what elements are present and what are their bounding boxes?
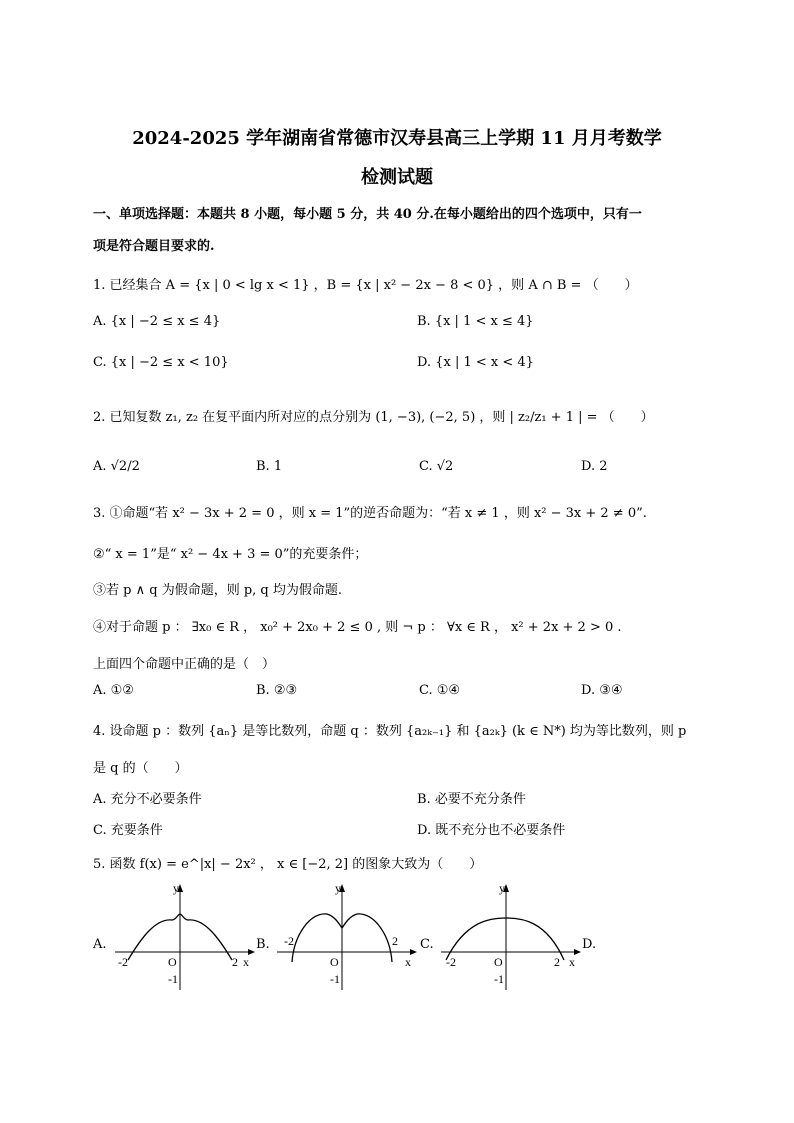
q3-option-c: C. ①④ [419, 683, 461, 698]
q2-option-d: D. 2 [581, 459, 608, 474]
q4-option-a: A. 充分不必要条件 [93, 792, 202, 807]
q2-option-a: A. √2/2 [93, 459, 140, 474]
q5-graph-c [436, 880, 584, 1000]
q1-option-b: B. {x | 1 < x ≤ 4} [417, 314, 534, 329]
q5-stem: 5. 函数 f(x) = e^|x| − 2x² ， x ∈ [−2, 2] 的图象大致为（ ） [93, 857, 483, 872]
q3-statement-2: ②“ x = 1”是“ x² − 4x + 3 = 0”的充要条件； [93, 547, 368, 562]
q4-option-c: C. 充要条件 [93, 823, 163, 838]
q3-option-a: A. ①② [93, 683, 134, 698]
axis-y-label: y [499, 881, 505, 895]
q4-option-d: D. 既不充分也不必要条件 [417, 823, 566, 838]
section-heading-line-2: 项是符合题目要求的. [93, 239, 215, 254]
q2-option-c: C. √2 [419, 459, 454, 474]
axis-origin: O [168, 955, 177, 969]
axis-x-label: x [569, 955, 575, 969]
tick-neg-2: -2 [118, 955, 128, 969]
q3-statement-1: 3. ①命题“若 x² − 3x + 2 = 0 ，则 x = 1”的逆否命题为：“若 x ≠ 1 ，则 x² − 3x + 2 ≠ 0”. [93, 506, 647, 521]
title-line-2: 检测试题 [361, 167, 433, 188]
axis-origin: O [330, 955, 339, 969]
section-heading-line-1: 一、单项选择题：本题共 8 小题，每小题 5 分，共 40 分.在每小题给出的四个选项中，只有一 [93, 207, 642, 222]
q1-stem: 1. 已经集合 A = {x | 0 < lg x < 1} ，B = {x | x² − 2x − 8 < 0} ，则 A ∩ B = （ ） [93, 278, 638, 293]
q1-option-d: D. {x | 1 < x < 4} [417, 355, 534, 370]
tick-pos-2: 2 [392, 934, 398, 948]
tick-neg-2: -2 [284, 934, 294, 948]
tick-neg-1: -1 [330, 972, 340, 986]
q3-option-b: B. ②③ [256, 683, 298, 698]
q2-stem: 2. 已知复数 z₁, z₂ 在复平面内所对应的点分别为 (1, −3), (−2, 5) ，则 | z₂/z₁ + 1 | = （ ） [93, 410, 654, 425]
tick-neg-2: -2 [446, 955, 456, 969]
q5-graph-a [110, 880, 258, 1000]
q1-option-a: A. {x | −2 ≤ x ≤ 4} [93, 314, 221, 329]
q2-option-b: B. 1 [256, 459, 283, 474]
axis-origin: O [494, 955, 503, 969]
q3-statement-3: ③若 p ∧ q 为假命题，则 p, q 均为假命题. [93, 583, 342, 598]
q3-question: 上面四个命题中正确的是（ ） [93, 657, 276, 672]
q5-graph-b [272, 880, 420, 1000]
tick-neg-1: -1 [494, 972, 504, 986]
q3-statement-4: ④对于命题 p ： ∃x₀ ∈ R ， x₀² + 2x₀ + 2 ≤ 0 , 则 ¬ p ： ∀x ∈ R ， x² + 2x + 2 > 0 . [93, 620, 622, 635]
q5-label-c: C. [420, 937, 434, 952]
axis-y-label: y [335, 881, 341, 895]
q4-option-b: B. 必要不充分条件 [417, 792, 526, 807]
q3-option-d: D. ③④ [581, 683, 623, 698]
tick-pos-2: 2 [232, 955, 238, 969]
axis-x-label: x [405, 955, 411, 969]
axis-x-label: x [243, 955, 249, 969]
q1-option-c: C. {x | −2 ≤ x < 10} [93, 355, 229, 370]
q4-stem-line-1: 4. 设命题 p ：数列 {aₙ} 是等比数列，命题 q ：数列 {a₂ₖ₋₁} 和 {a₂ₖ} (k ∈ N*) 均为等比数列，则 p [93, 724, 687, 739]
q5-label-a: A. [93, 937, 107, 952]
tick-neg-1: -1 [168, 972, 178, 986]
axis-y-label: y [173, 881, 179, 895]
tick-pos-2: 2 [554, 955, 560, 969]
q5-label-d: D. [582, 937, 597, 952]
q4-stem-line-2: 是 q 的（ ） [93, 761, 188, 776]
title-line-1: 2024-2025 学年湖南省常德市汉寿县高三上学期 11 月月考数学 [132, 128, 662, 149]
q5-label-b: B. [256, 937, 270, 952]
